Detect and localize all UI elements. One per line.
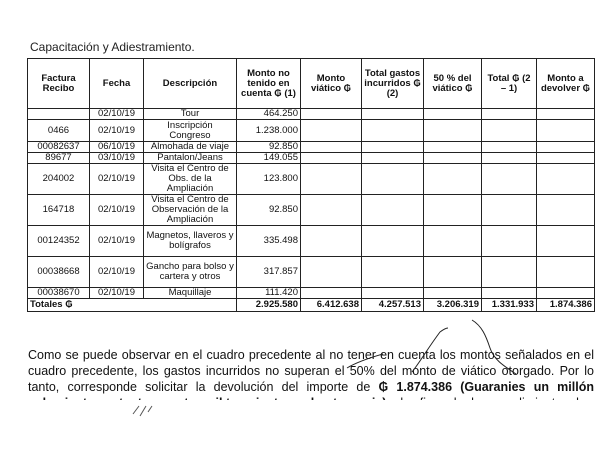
cell-fecha: 02/10/19	[90, 164, 144, 195]
table-header-row	[28, 59, 595, 109]
cell-fecha: 02/10/19	[90, 120, 144, 142]
totals-row	[28, 299, 595, 312]
cell-fecha: 02/10/19	[90, 109, 144, 120]
cell-descripcion: Visita el Centro de Obs. de la Ampliación	[144, 164, 237, 195]
table-row	[28, 142, 595, 153]
cell-monto: 149.055	[237, 153, 301, 164]
cell-fecha: 03/10/19	[90, 153, 144, 164]
cell-descripcion: Pantalon/Jeans	[144, 153, 237, 164]
cell-monto: 92.850	[237, 195, 301, 226]
cell-factura: 00038668	[28, 257, 90, 288]
total-monto-no-tenido: 2.925.580	[237, 299, 301, 312]
section-heading-fragment: Capacitación y Adiestramiento.	[30, 40, 195, 54]
totals-label: Totales ₲	[28, 299, 237, 312]
table-row	[28, 226, 595, 257]
table-row	[28, 288, 595, 299]
cell-descripcion: Tour	[144, 109, 237, 120]
table-row	[28, 120, 595, 142]
cell-factura: 89677	[28, 153, 90, 164]
cell-fecha: 06/10/19	[90, 142, 144, 153]
header-descripcion: Descripción	[144, 59, 237, 109]
expense-table	[27, 58, 595, 312]
cell-fecha: 02/10/19	[90, 195, 144, 226]
page-cutoff	[0, 400, 600, 450]
cell-fecha: 02/10/19	[90, 226, 144, 257]
cell-monto: 1.238.000	[237, 120, 301, 142]
paragraph-text: Como se puede observar en el cuadro precedente al no tener en cuenta los montos señalados en el cuadro precedente, los gastos incurridos no superan el 50% del monto de viático otorgado. Por lo tanto, corresponde solicitar la devolución del importe de	[28, 348, 594, 394]
header-monto-viatico: Monto viático ₲	[301, 59, 362, 109]
cell-monto: 92.850	[237, 142, 301, 153]
total-monto-devolver: 1.874.386	[537, 299, 595, 312]
cell-descripcion: Maquillaje	[144, 288, 237, 299]
total-monto-viatico: 6.412.638	[301, 299, 362, 312]
cell-fecha: 02/10/19	[90, 288, 144, 299]
header-50-viatico: 50 % del viático ₲	[424, 59, 482, 109]
cell-factura: 0466	[28, 120, 90, 142]
cell-descripcion: Inscripción Congreso	[144, 120, 237, 142]
cell-monto: 317.857	[237, 257, 301, 288]
table-row	[28, 257, 595, 288]
cell-factura: 00082637	[28, 142, 90, 153]
cell-descripcion: Magnetos, llaveros y bolígrafos	[144, 226, 237, 257]
cell-factura: 00038670	[28, 288, 90, 299]
cell-descripcion: Gancho para bolso y cartera y otros	[144, 257, 237, 288]
table-row	[28, 195, 595, 226]
cell-factura: 204002	[28, 164, 90, 195]
header-monto-no-tenido: Monto no tenido en cuenta ₲ (1)	[237, 59, 301, 109]
total-2-menos-1: 1.331.933	[482, 299, 537, 312]
cell-descripcion: Visita el Centro de Observación de la Ampliación	[144, 195, 237, 226]
total-50-viatico: 3.206.319	[424, 299, 482, 312]
cell-factura: 164718	[28, 195, 90, 226]
cell-monto: 464.250	[237, 109, 301, 120]
cell-monto: 111.420	[237, 288, 301, 299]
total-gastos-incurridos: 4.257.513	[362, 299, 424, 312]
paragraph-amount-bold: ₲ 1.874.386 (Guaranies un millón	[378, 380, 594, 394]
header-fecha: Fecha	[90, 59, 144, 109]
cell-monto: 123.800	[237, 164, 301, 195]
cell-monto: 335.498	[237, 226, 301, 257]
table-row	[28, 153, 595, 164]
cell-fecha: 02/10/19	[90, 257, 144, 288]
header-monto-devolver: Monto a devolver ₲	[537, 59, 595, 109]
cell-factura: 00124352	[28, 226, 90, 257]
header-factura: Factura Recibo	[28, 59, 90, 109]
table-row	[28, 164, 595, 195]
table-row	[28, 109, 595, 120]
cell-factura	[28, 109, 90, 120]
header-total-2-1: Total ₲ (2 – 1)	[482, 59, 537, 109]
header-total-gastos: Total gastos incurridos ₲ (2)	[362, 59, 424, 109]
cell-descripcion: Almohada de viaje	[144, 142, 237, 153]
